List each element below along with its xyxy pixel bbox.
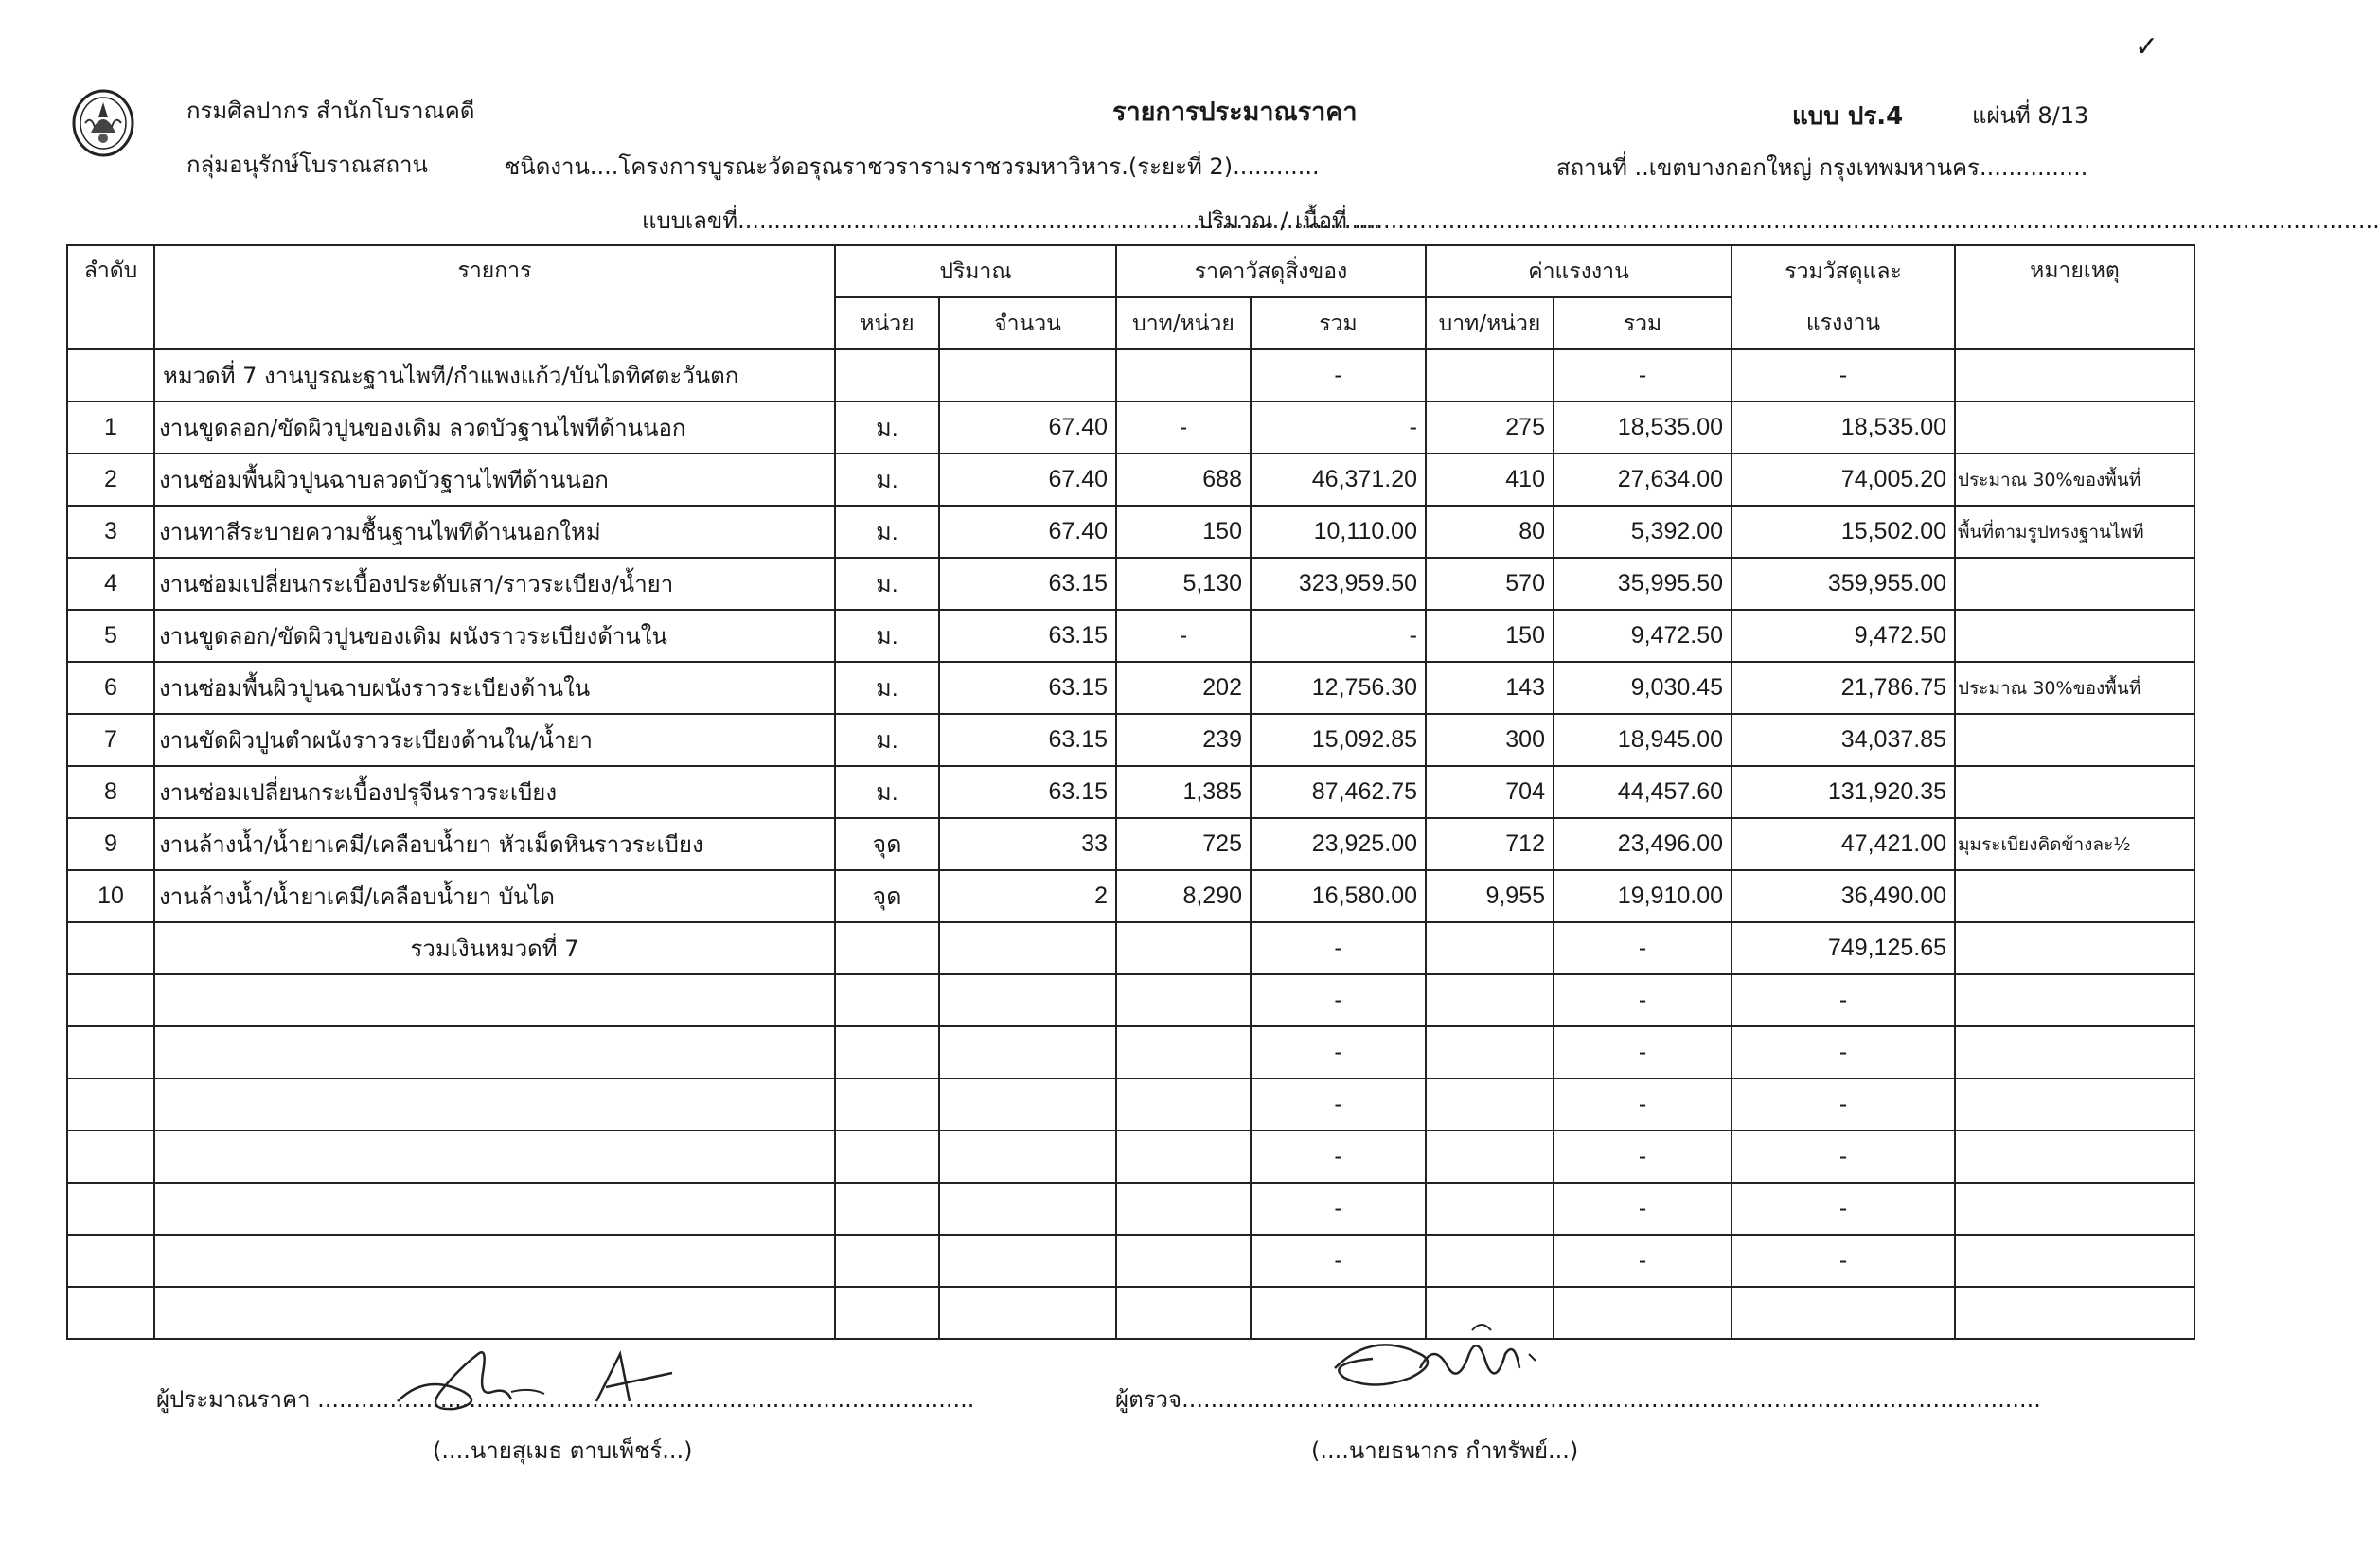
empty-cell	[1955, 1131, 2194, 1183]
empty-cell	[939, 1287, 1116, 1339]
empty-row	[67, 1026, 2194, 1078]
empty-cell	[1426, 974, 1554, 1026]
empty-cell	[939, 974, 1116, 1026]
row-remark	[1955, 401, 2194, 454]
form-code: แบบ ปร.4	[1792, 102, 1904, 131]
row-remark	[1955, 610, 2194, 662]
row-lab-per-unit: 143	[1426, 662, 1554, 714]
row-mat-sum: 10,110.00	[1251, 506, 1426, 558]
col-material-header: ราคาวัสดุสิ่งของ	[1116, 245, 1426, 297]
row-mat-per-unit: 150	[1116, 506, 1251, 558]
empty-lab-sum: -	[1554, 1183, 1732, 1235]
empty-cell	[67, 1026, 154, 1078]
empty-row	[67, 974, 2194, 1026]
inspector-name: (....นายธนากร กำทรัพย์...)	[1311, 1437, 1579, 1464]
row-lab-sum: 19,910.00	[1554, 870, 1732, 922]
row-mat-per-unit: -	[1116, 401, 1251, 454]
estimator-line: ผู้ประมาณราคา ...........................................................................................	[156, 1386, 975, 1413]
empty-lab-sum: -	[1554, 974, 1732, 1026]
row-lab-per-unit: 150	[1426, 610, 1554, 662]
row-number: 8	[67, 766, 154, 818]
table-row	[67, 401, 2194, 454]
row-number: 3	[67, 506, 154, 558]
row-item: งานทาสีระบายความชื้นฐานไพทีด้านนอกใหม่	[154, 506, 835, 558]
table-row	[67, 662, 2194, 714]
row-mat-per-unit: 8,290	[1116, 870, 1251, 922]
department-seal	[72, 89, 134, 157]
empty-cell	[67, 974, 154, 1026]
row-mat-sum: 23,925.00	[1251, 818, 1426, 870]
row-remark: พื้นที่ตามรูปทรงฐานไพที	[1955, 506, 2194, 558]
empty-cell	[1116, 1183, 1251, 1235]
location: สถานที่ ..เขตบางกอกใหญ่ กรุงเทพมหานคร...............	[1556, 154, 2088, 181]
empty-cell	[1116, 1078, 1251, 1131]
row-unit: ม.	[835, 714, 939, 766]
empty-cell	[1955, 1026, 2194, 1078]
empty-row	[67, 1235, 2194, 1287]
empty-lab-sum: -	[1554, 1131, 1732, 1183]
row-lab-sum: 18,535.00	[1554, 401, 1732, 454]
inspector-line: ผู้ตรวจ.......................................................................................................................	[1115, 1386, 2041, 1413]
row-mat-sum: 323,959.50	[1251, 558, 1426, 610]
row-number: 10	[67, 870, 154, 922]
summary-lab-sum: -	[1554, 922, 1732, 974]
row-mat-per-unit: 5,130	[1116, 558, 1251, 610]
org-line-1: กรมศิลปากร สำนักโบราณคดี	[186, 98, 475, 124]
row-mat-per-unit: 239	[1116, 714, 1251, 766]
empty-cell	[939, 1026, 1116, 1078]
row-mat-per-unit: 688	[1116, 454, 1251, 506]
row-item: งานขูดลอก/ขัดผิวปูนของเดิม ผนังราวระเบียงด้านใน	[154, 610, 835, 662]
row-mat-sum: -	[1251, 401, 1426, 454]
category-lab-sum: -	[1554, 349, 1732, 401]
page-title: รายการประมาณราคา	[1112, 98, 1358, 127]
empty-total: -	[1732, 1131, 1955, 1183]
row-remark: ประมาณ 30%ของพื้นที่	[1955, 662, 2194, 714]
empty-cell	[939, 1235, 1116, 1287]
col-mat-sum-header: รวม	[1251, 297, 1426, 349]
empty-cell	[154, 1287, 835, 1339]
estimate-table	[66, 244, 2195, 1340]
category-total: -	[1732, 349, 1955, 401]
row-lab-sum: 9,030.45	[1554, 662, 1732, 714]
estimator-name: (....นายสุเมธ ตาบเพ็ชร์...)	[433, 1437, 693, 1464]
row-remark: ประมาณ 30%ของพื้นที่	[1955, 454, 2194, 506]
row-unit: ม.	[835, 506, 939, 558]
row-number: 6	[67, 662, 154, 714]
empty-cell	[1116, 1235, 1251, 1287]
table-row	[67, 818, 2194, 870]
row-lab-per-unit: 712	[1426, 818, 1554, 870]
col-item-header: รายการ	[154, 245, 835, 349]
row-item: งานล้างน้ำ/น้ำยาเคมี/เคลือบน้ำยา บันได	[154, 870, 835, 922]
row-total: 47,421.00	[1732, 818, 1955, 870]
empty-total: -	[1732, 1078, 1955, 1131]
table-row	[67, 870, 2194, 922]
row-lab-per-unit: 410	[1426, 454, 1554, 506]
summary-label: รวมเงินหมวดที่ 7	[154, 922, 835, 974]
col-lab-per-unit-header: บาท/หน่วย	[1426, 297, 1554, 349]
col-no-header: ลำดับ	[67, 245, 154, 349]
col-amount-header: จำนวน	[939, 297, 1116, 349]
table-row	[67, 610, 2194, 662]
row-quantity: 33	[939, 818, 1116, 870]
col-lab-sum-header: รวม	[1554, 297, 1732, 349]
empty-cell	[154, 1131, 835, 1183]
row-unit: ม.	[835, 454, 939, 506]
empty-mat-sum: -	[1251, 1026, 1426, 1078]
empty-cell	[1426, 1235, 1554, 1287]
row-quantity: 67.40	[939, 454, 1116, 506]
row-item: งานล้างน้ำ/น้ำยาเคมี/เคลือบน้ำยา หัวเม็ดหินราวระเบียง	[154, 818, 835, 870]
sheet-number: แผ่นที่ 8/13	[1972, 102, 2089, 129]
row-number: 4	[67, 558, 154, 610]
row-mat-per-unit: -	[1116, 610, 1251, 662]
category-row	[67, 349, 2194, 401]
col-quantity-header: ปริมาณ	[835, 245, 1116, 297]
row-lab-sum: 27,634.00	[1554, 454, 1732, 506]
empty-cell	[67, 1183, 154, 1235]
row-mat-sum: -	[1251, 610, 1426, 662]
empty-cell	[154, 1078, 835, 1131]
row-quantity: 67.40	[939, 401, 1116, 454]
row-remark: มุมระเบียงคิดข้างละ½	[1955, 818, 2194, 870]
empty-cell	[1426, 1026, 1554, 1078]
row-quantity: 63.15	[939, 662, 1116, 714]
row-lab-sum: 23,496.00	[1554, 818, 1732, 870]
empty-cell	[835, 1131, 939, 1183]
row-item: งานซ่อมพื้นผิวปูนฉาบผนังราวระเบียงด้านใน	[154, 662, 835, 714]
empty-row	[67, 1131, 2194, 1183]
empty-total: -	[1732, 1235, 1955, 1287]
row-total: 74,005.20	[1732, 454, 1955, 506]
row-total: 34,037.85	[1732, 714, 1955, 766]
row-quantity: 67.40	[939, 506, 1116, 558]
empty-total: -	[1732, 974, 1955, 1026]
empty-lab-sum: -	[1554, 1026, 1732, 1078]
empty-cell	[939, 1078, 1116, 1131]
empty-mat-sum: -	[1251, 1183, 1426, 1235]
empty-cell	[939, 1183, 1116, 1235]
empty-cell	[67, 1287, 154, 1339]
row-remark	[1955, 870, 2194, 922]
row-item: งานซ่อมพื้นผิวปูนฉาบลวดบัวฐานไพทีด้านนอก	[154, 454, 835, 506]
empty-cell	[1426, 1131, 1554, 1183]
empty-cell	[154, 1183, 835, 1235]
row-total: 36,490.00	[1732, 870, 1955, 922]
row-lab-per-unit: 9,955	[1426, 870, 1554, 922]
row-total: 15,502.00	[1732, 506, 1955, 558]
row-mat-sum: 87,462.75	[1251, 766, 1426, 818]
empty-total: -	[1732, 1026, 1955, 1078]
empty-cell	[1955, 974, 2194, 1026]
row-item: งานขัดผิวปูนตำผนังราวระเบียงด้านใน/น้ำยา	[154, 714, 835, 766]
row-mat-sum: 16,580.00	[1251, 870, 1426, 922]
empty-mat-sum: -	[1251, 1131, 1426, 1183]
inspector-signature	[1316, 1311, 1600, 1400]
empty-cell	[1426, 1183, 1554, 1235]
row-total: 9,472.50	[1732, 610, 1955, 662]
summary-total: 749,125.65	[1732, 922, 1955, 974]
summary-row	[67, 922, 2194, 974]
row-unit: จุด	[835, 870, 939, 922]
empty-row	[67, 1287, 2194, 1339]
table-row	[67, 714, 2194, 766]
row-lab-sum: 5,392.00	[1554, 506, 1732, 558]
row-lab-per-unit: 80	[1426, 506, 1554, 558]
row-number: 2	[67, 454, 154, 506]
row-lab-sum: 18,945.00	[1554, 714, 1732, 766]
row-number: 1	[67, 401, 154, 454]
empty-cell	[835, 1183, 939, 1235]
row-mat-per-unit: 725	[1116, 818, 1251, 870]
empty-total: -	[1732, 1183, 1955, 1235]
empty-cell	[835, 1235, 939, 1287]
table-row	[67, 766, 2194, 818]
col-total-header-1: รวมวัสดุและ	[1732, 245, 1955, 297]
empty-total	[1732, 1287, 1955, 1339]
row-unit: ม.	[835, 766, 939, 818]
empty-mat-sum: -	[1251, 974, 1426, 1026]
empty-cell	[67, 1235, 154, 1287]
empty-cell	[835, 974, 939, 1026]
empty-cell	[835, 1078, 939, 1131]
empty-cell	[1955, 1235, 2194, 1287]
empty-cell	[67, 1131, 154, 1183]
empty-cell	[1116, 1287, 1251, 1339]
empty-mat-sum: -	[1251, 1078, 1426, 1131]
empty-cell	[154, 1235, 835, 1287]
row-mat-sum: 46,371.20	[1251, 454, 1426, 506]
row-quantity: 2	[939, 870, 1116, 922]
col-mat-per-unit-header: บาท/หน่วย	[1116, 297, 1251, 349]
empty-cell	[1955, 1287, 2194, 1339]
empty-cell	[1116, 1131, 1251, 1183]
row-quantity: 63.15	[939, 610, 1116, 662]
empty-row	[67, 1183, 2194, 1235]
row-lab-per-unit: 300	[1426, 714, 1554, 766]
empty-cell	[939, 1131, 1116, 1183]
empty-cell	[1116, 974, 1251, 1026]
row-unit: ม.	[835, 558, 939, 610]
col-unit-header: หน่วย	[835, 297, 939, 349]
row-mat-per-unit: 202	[1116, 662, 1251, 714]
empty-cell	[1955, 1183, 2194, 1235]
category-label: หมวดที่ 7 งานบูรณะฐานไพที/กำแพงแก้ว/บันไดทิศตะวันตก	[154, 349, 835, 401]
row-lab-per-unit: 275	[1426, 401, 1554, 454]
row-total: 131,920.35	[1732, 766, 1955, 818]
empty-mat-sum: -	[1251, 1235, 1426, 1287]
row-quantity: 63.15	[939, 714, 1116, 766]
row-unit: ม.	[835, 401, 939, 454]
row-mat-sum: 15,092.85	[1251, 714, 1426, 766]
empty-cell	[154, 1026, 835, 1078]
table-row	[67, 454, 2194, 506]
row-lab-sum: 44,457.60	[1554, 766, 1732, 818]
row-lab-sum: 35,995.50	[1554, 558, 1732, 610]
row-quantity: 63.15	[939, 766, 1116, 818]
row-number: 5	[67, 610, 154, 662]
row-unit: จุด	[835, 818, 939, 870]
row-remark	[1955, 714, 2194, 766]
category-mat-sum: -	[1251, 349, 1426, 401]
work-type: ชนิดงาน....โครงการบูรณะวัดอรุณราชวรารามราชวรมหาวิหาร.(ระยะที่ 2)............	[505, 153, 1320, 180]
row-remark	[1955, 766, 2194, 818]
row-total: 359,955.00	[1732, 558, 1955, 610]
check-mark-icon: ✓	[2135, 30, 2159, 63]
summary-mat-sum: -	[1251, 922, 1426, 974]
table-row	[67, 558, 2194, 610]
row-unit: ม.	[835, 662, 939, 714]
row-mat-sum: 12,756.30	[1251, 662, 1426, 714]
row-unit: ม.	[835, 610, 939, 662]
row-number: 7	[67, 714, 154, 766]
row-item: งานขูดลอก/ขัดผิวปูนของเดิม ลวดบัวฐานไพทีด้านนอก	[154, 401, 835, 454]
row-remark	[1955, 558, 2194, 610]
row-item: งานซ่อมเปลี่ยนกระเบื้องปรุจีนราวระเบียง	[154, 766, 835, 818]
row-lab-per-unit: 570	[1426, 558, 1554, 610]
col-total-header-2: แรงงาน	[1732, 297, 1955, 349]
empty-row	[67, 1078, 2194, 1131]
empty-cell	[835, 1026, 939, 1078]
row-item: งานซ่อมเปลี่ยนกระเบื้องประดับเสา/ราวระเบียง/น้ำยา	[154, 558, 835, 610]
quantity-area: ปริมาณ / เนื้อที่ ..............................................................................................................................................	[1198, 207, 2380, 234]
col-remark-header: หมายเหตุ	[1955, 245, 2194, 349]
empty-cell	[835, 1287, 939, 1339]
col-labor-header: ค่าแรงงาน	[1426, 245, 1732, 297]
row-mat-per-unit: 1,385	[1116, 766, 1251, 818]
empty-lab-sum: -	[1554, 1078, 1732, 1131]
row-lab-sum: 9,472.50	[1554, 610, 1732, 662]
row-total: 18,535.00	[1732, 401, 1955, 454]
row-number: 9	[67, 818, 154, 870]
empty-cell	[67, 1078, 154, 1131]
empty-cell	[1116, 1026, 1251, 1078]
row-quantity: 63.15	[939, 558, 1116, 610]
row-lab-per-unit: 704	[1426, 766, 1554, 818]
empty-cell	[1426, 1078, 1554, 1131]
row-total: 21,786.75	[1732, 662, 1955, 714]
empty-cell	[154, 974, 835, 1026]
table-row	[67, 506, 2194, 558]
estimator-signature	[388, 1335, 701, 1424]
empty-cell	[1955, 1078, 2194, 1131]
org-line-2: กลุ่มอนุรักษ์โบราณสถาน	[186, 151, 428, 178]
plan-number: แบบเลขที่.........................................................................................	[642, 207, 1381, 234]
empty-lab-sum: -	[1554, 1235, 1732, 1287]
